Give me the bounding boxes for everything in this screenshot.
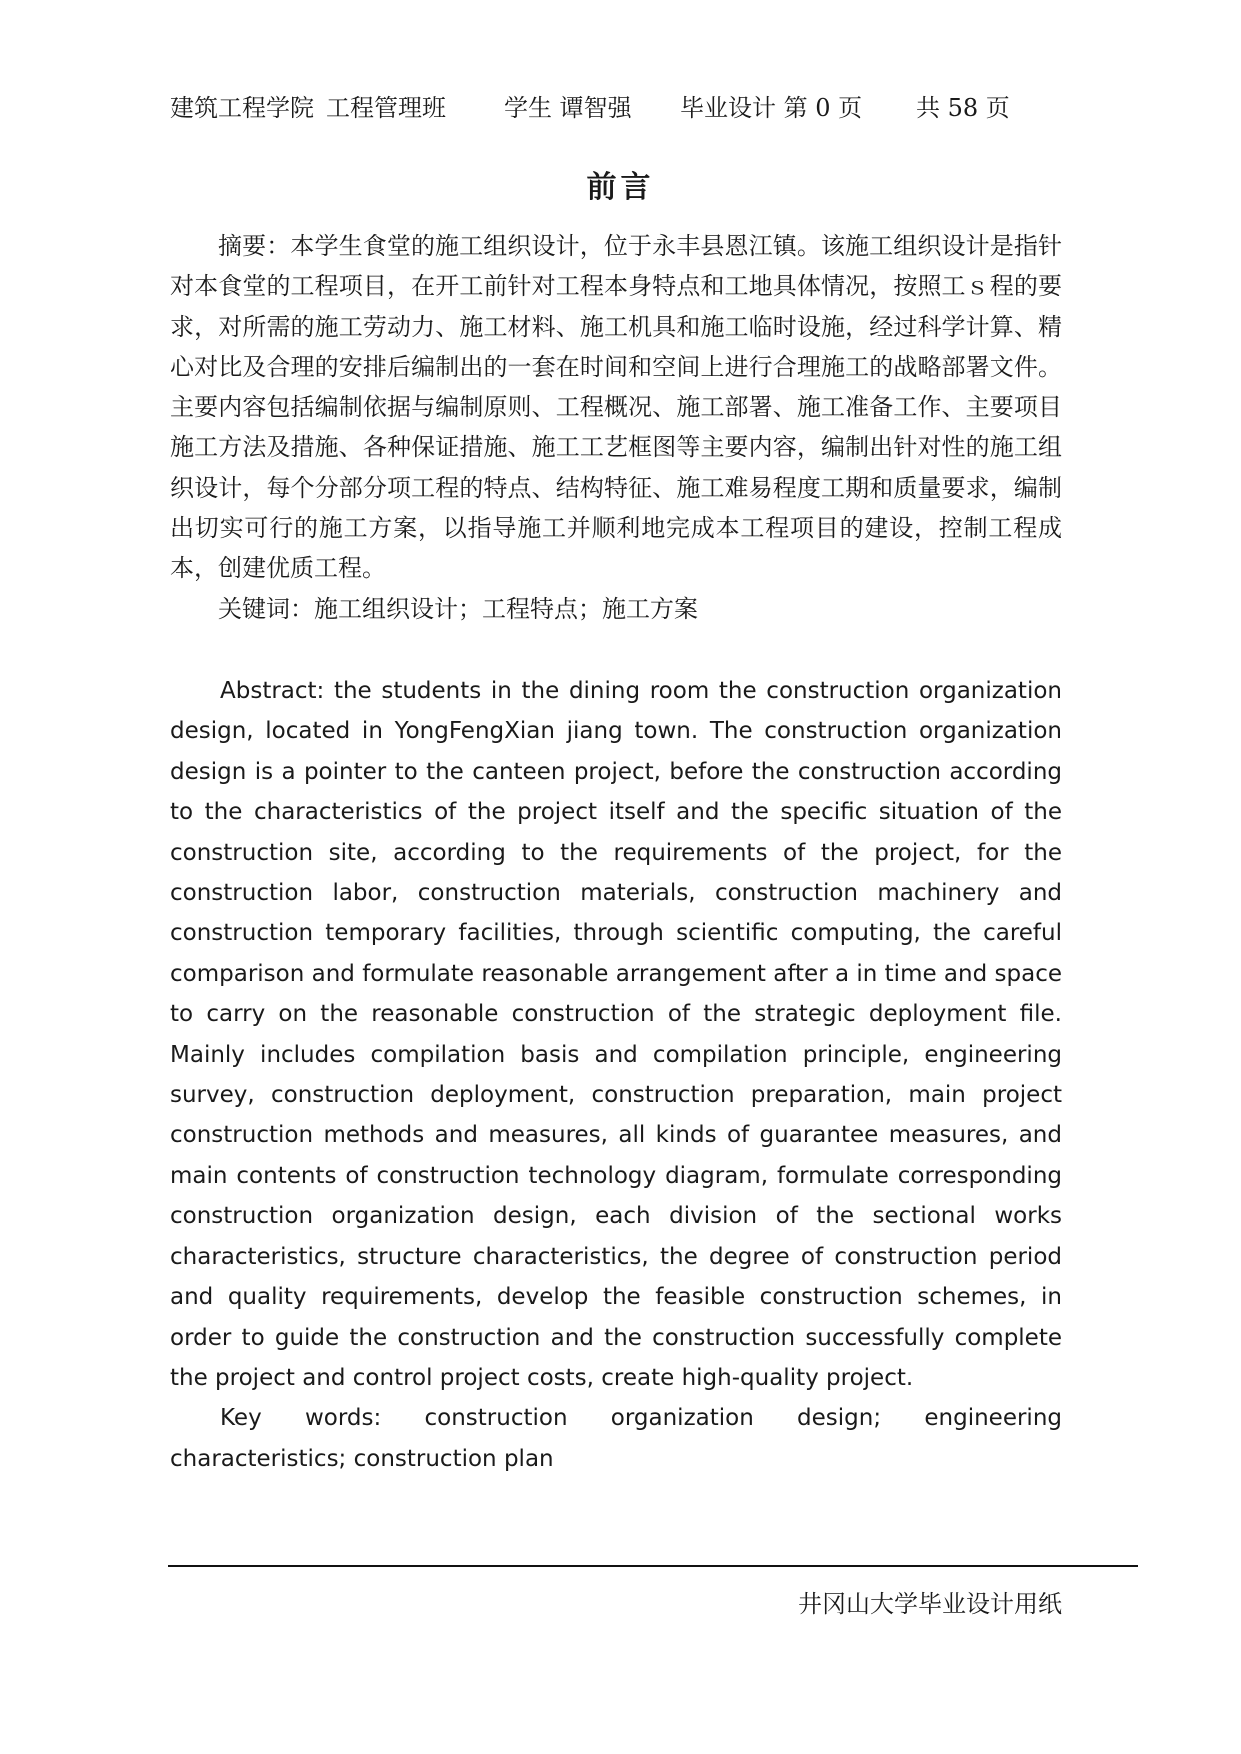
english-abstract-section: [170, 671, 1062, 1479]
page-title: 前言: [586, 170, 655, 205]
abstract-cn-paragraph: 摘要：本学生食堂的施工组织设计，位于永丰县恩江镇。该施工组织设计是指针对本食堂的工程项目，在开工前针对工程本身特点和工地具体情况，按照工ｓ程的要求，对所需的施工劳动力、施工材料、施工机具和施工临时设施，经过科学计算、精心对比及合理的安排后编制出的一套在时间和空间上进行合理施工的战略部署文件。主要内容包括编制依据与编制原则、工程概况、施工部署、施工准备工作、主要项目施工方法及措施、各种保证措施、施工工艺框图等主要内容，编制出针对性的施工组织设计，每个分部分项工程的特点、结构特征、施工难易程度工期和质量要求，编制出切实可行的施工方案，以指导施工并顺利地完成本工程项目的建设，控制工程成本，创建优质工程。: [170, 232, 1062, 583]
abstract-en-paragraph: Abstract: the students in the dining room the construction organization design, located in YongFengXian jiang town. The construction organization design is a pointer to the canteen project, before the construction according to the characteristics of the project itself and the specific situation of the construction site, according to the requirements of the project, for the construction labor, construction materials, construction machinery and construction temporary facilities, through scientific computing, the careful comparison and formulate reasonable arrangement after a in time and space to carry on the reasonable construction of the strategic deployment file. Mainly includes compilation basis and compilation principle, engineering survey, construction deployment, construction preparation, main project construction methods and measures, all kinds of guarantee measures, and main contents of construction technology diagram, formulate corresponding construction organization design, each division of the sectional works characteristics, structure characteristics, the degree of construction period and quality requirements, develop the feasible construction schemes, in order to guide the construction and the construction successfully complete the project and control project costs, create high-quality project.: [170, 678, 1062, 1391]
header-college: 建筑工程学院: [170, 94, 314, 122]
page-header: [170, 88, 1070, 128]
chinese-abstract-section: [170, 226, 1062, 629]
header-student: 学生 谭智强: [504, 94, 632, 122]
header-page-info: 毕业设计 第 0 页: [680, 94, 863, 122]
footer-paper-label: 井冈山大学毕业设计用纸: [798, 1590, 1062, 1618]
keywords-cn-paragraph: 关键词：施工组织设计；工程特点；施工方案: [218, 594, 698, 623]
header-total-pages: 共 58 页: [916, 94, 1010, 122]
keywords-en-paragraph: Key words: construction organization design; engineering characteristics; construction plan: [170, 1405, 1062, 1472]
header-class: 工程管理班: [326, 94, 446, 122]
footer-divider: [168, 1565, 1138, 1567]
